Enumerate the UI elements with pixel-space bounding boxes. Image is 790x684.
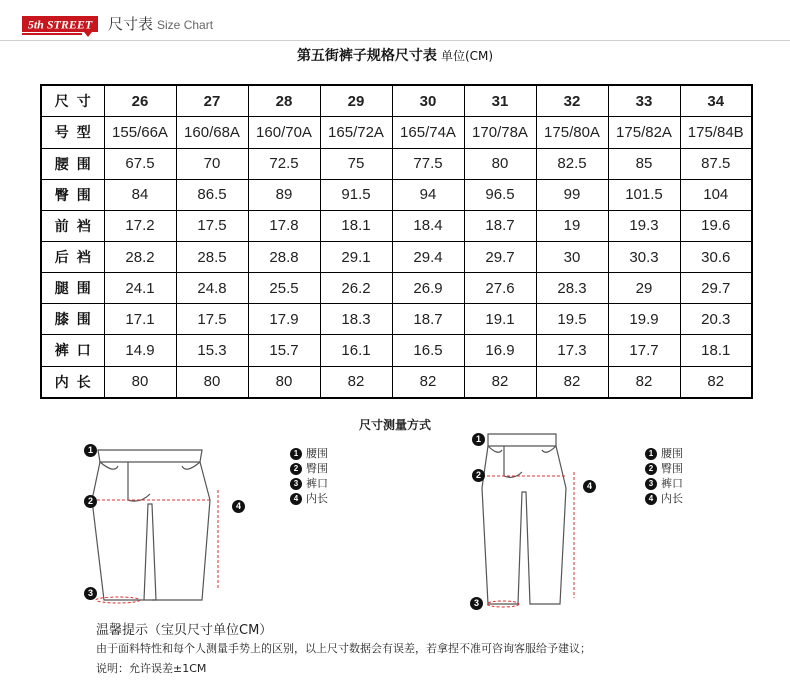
table-cell: 18.4 — [392, 210, 464, 241]
table-cell: 25.5 — [248, 273, 320, 304]
legend-item — [645, 446, 683, 461]
size-header-cell: 27 — [176, 85, 248, 117]
table-cell: 29.7 — [680, 273, 752, 304]
warm-tip: 温馨提示（宝贝尺寸单位CM） — [96, 623, 273, 638]
size-header-cell: 32 — [536, 85, 608, 117]
table-cell: 18.7 — [392, 304, 464, 335]
legend-number: 2 — [290, 463, 302, 475]
table-cell: 96.5 — [464, 179, 536, 210]
table-cell: 16.1 — [320, 335, 392, 366]
table-cell: 82 — [536, 366, 608, 398]
table-cell: 82 — [608, 366, 680, 398]
table-cell: 17.7 — [608, 335, 680, 366]
table-cell: 28.3 — [536, 273, 608, 304]
legend-item — [645, 491, 683, 506]
table-cell: 99 — [536, 179, 608, 210]
table-cell: 19 — [536, 210, 608, 241]
row-label: 尺寸 — [41, 85, 104, 117]
table-cell: 82 — [680, 366, 752, 398]
legend-label: 内长 — [306, 492, 328, 505]
table-cell: 175/84B — [680, 117, 752, 148]
legend-label: 内长 — [661, 492, 683, 505]
marker-4-right: 4 — [583, 480, 596, 493]
table-cell: 26.2 — [320, 273, 392, 304]
table-cell: 15.7 — [248, 335, 320, 366]
table-cell: 20.3 — [680, 304, 752, 335]
legend-label: 臀围 — [306, 462, 328, 475]
legend-label: 裤口 — [306, 477, 328, 490]
legend-item — [645, 461, 683, 476]
legend-number: 3 — [290, 478, 302, 490]
size-table-body — [41, 85, 752, 398]
size-header-cell: 28 — [248, 85, 320, 117]
table-cell: 80 — [176, 366, 248, 398]
table-cell: 16.9 — [464, 335, 536, 366]
size-header-cell: 33 — [608, 85, 680, 117]
legend-number: 4 — [645, 493, 657, 505]
row-label: 腰围 — [41, 148, 104, 179]
marker-2-right: 2 — [472, 469, 485, 482]
legend-label: 腰围 — [661, 447, 683, 460]
table-cell: 160/70A — [248, 117, 320, 148]
legend-item — [290, 491, 328, 506]
table-cell: 28.2 — [104, 241, 176, 272]
table-cell: 17.8 — [248, 210, 320, 241]
table-row — [41, 85, 752, 117]
page-header — [0, 0, 790, 44]
table-cell: 72.5 — [248, 148, 320, 179]
legend-number: 2 — [645, 463, 657, 475]
legend-item — [290, 476, 328, 491]
size-table — [40, 84, 753, 399]
row-label: 号型 — [41, 117, 104, 148]
table-cell: 82.5 — [536, 148, 608, 179]
legend-label: 裤口 — [661, 477, 683, 490]
table-row — [41, 366, 752, 398]
table-cell: 175/80A — [536, 117, 608, 148]
table-cell: 30 — [536, 241, 608, 272]
table-row — [41, 273, 752, 304]
table-cell: 18.1 — [320, 210, 392, 241]
table-cell: 19.5 — [536, 304, 608, 335]
size-table-unit: 单位(CM) — [440, 49, 494, 63]
table-cell: 104 — [680, 179, 752, 210]
legend-number: 1 — [290, 448, 302, 460]
table-cell: 91.5 — [320, 179, 392, 210]
table-cell: 155/66A — [104, 117, 176, 148]
legend-label: 臀围 — [661, 462, 683, 475]
legend-label: 腰围 — [306, 447, 328, 460]
table-cell: 170/78A — [464, 117, 536, 148]
legend-right — [645, 446, 683, 506]
table-cell: 14.9 — [104, 335, 176, 366]
table-cell: 19.9 — [608, 304, 680, 335]
legend-number: 1 — [645, 448, 657, 460]
header-title-cn: 尺寸表 — [108, 15, 154, 33]
size-header-cell: 34 — [680, 85, 752, 117]
table-cell: 89 — [248, 179, 320, 210]
table-cell: 82 — [392, 366, 464, 398]
tip-description: 由于面料特性和每个人测量手势上的区别，以上尺寸数据会有误差，若拿捏不准可咨询客服给予建议； — [96, 642, 591, 655]
table-cell: 18.3 — [320, 304, 392, 335]
table-cell: 19.1 — [464, 304, 536, 335]
table-cell: 29.1 — [320, 241, 392, 272]
table-cell: 85 — [608, 148, 680, 179]
table-cell: 17.1 — [104, 304, 176, 335]
size-table-title — [0, 45, 790, 65]
table-cell: 165/74A — [392, 117, 464, 148]
table-cell: 24.8 — [176, 273, 248, 304]
legend-item — [645, 476, 683, 491]
table-cell: 29 — [608, 273, 680, 304]
brand-logo — [20, 12, 100, 38]
table-cell: 175/82A — [608, 117, 680, 148]
table-row — [41, 148, 752, 179]
table-cell: 24.1 — [104, 273, 176, 304]
legend-left — [290, 446, 328, 506]
table-cell: 28.5 — [176, 241, 248, 272]
row-label: 前裆 — [41, 210, 104, 241]
table-cell: 101.5 — [608, 179, 680, 210]
table-cell: 77.5 — [392, 148, 464, 179]
legend-number: 3 — [645, 478, 657, 490]
table-row — [41, 335, 752, 366]
size-table-title-main: 第五街裤子规格尺寸表 — [296, 48, 437, 64]
table-cell: 86.5 — [176, 179, 248, 210]
table-cell: 75 — [320, 148, 392, 179]
table-cell: 17.5 — [176, 304, 248, 335]
table-cell: 18.7 — [464, 210, 536, 241]
table-cell: 82 — [464, 366, 536, 398]
table-cell: 17.2 — [104, 210, 176, 241]
table-cell: 80 — [464, 148, 536, 179]
logo-text: 5th STREET — [27, 17, 93, 32]
table-cell: 82 — [320, 366, 392, 398]
table-cell: 165/72A — [320, 117, 392, 148]
marker-1-right: 1 — [472, 433, 485, 446]
row-label: 裤口 — [41, 335, 104, 366]
table-cell: 17.5 — [176, 210, 248, 241]
table-row — [41, 241, 752, 272]
header-title-en: Size Chart — [157, 18, 214, 32]
table-cell: 17.3 — [536, 335, 608, 366]
table-cell: 16.5 — [392, 335, 464, 366]
table-cell: 28.8 — [248, 241, 320, 272]
table-cell: 80 — [248, 366, 320, 398]
row-label: 后裆 — [41, 241, 104, 272]
row-label: 臀围 — [41, 179, 104, 210]
table-cell: 29.4 — [392, 241, 464, 272]
table-cell: 27.6 — [464, 273, 536, 304]
row-label: 腿围 — [41, 273, 104, 304]
table-cell: 80 — [104, 366, 176, 398]
table-cell: 19.3 — [608, 210, 680, 241]
table-cell: 70 — [176, 148, 248, 179]
table-cell: 30.6 — [680, 241, 752, 272]
row-label: 内长 — [41, 366, 104, 398]
row-label: 膝围 — [41, 304, 104, 335]
table-row — [41, 304, 752, 335]
table-cell: 18.1 — [680, 335, 752, 366]
table-cell: 29.7 — [464, 241, 536, 272]
table-cell: 30.3 — [608, 241, 680, 272]
marker-3-left: 3 — [84, 587, 97, 600]
header-divider — [0, 40, 790, 41]
table-cell: 160/68A — [176, 117, 248, 148]
marker-2-left: 2 — [84, 495, 97, 508]
size-header-cell: 30 — [392, 85, 464, 117]
table-row — [41, 179, 752, 210]
header-title — [108, 13, 213, 34]
legend-item — [290, 461, 328, 476]
measurement-title: 尺寸测量方式 — [358, 418, 431, 432]
table-cell: 19.6 — [680, 210, 752, 241]
legend-item — [290, 446, 328, 461]
size-header-cell: 31 — [464, 85, 536, 117]
table-row — [41, 117, 752, 148]
size-header-cell: 26 — [104, 85, 176, 117]
pants-diagram-right — [470, 428, 600, 613]
table-cell: 26.9 — [392, 273, 464, 304]
size-header-cell: 29 — [320, 85, 392, 117]
table-cell: 87.5 — [680, 148, 752, 179]
table-cell: 17.9 — [248, 304, 320, 335]
legend-number: 4 — [290, 493, 302, 505]
table-cell: 67.5 — [104, 148, 176, 179]
table-cell: 94 — [392, 179, 464, 210]
table-cell: 15.3 — [176, 335, 248, 366]
marker-4-left: 4 — [232, 500, 245, 513]
table-row — [41, 210, 752, 241]
tolerance-note: 说明：允许误差±1CM — [96, 662, 207, 675]
marker-3-right: 3 — [470, 597, 483, 610]
table-cell: 84 — [104, 179, 176, 210]
pants-diagram-left — [70, 430, 260, 610]
marker-1-left: 1 — [84, 444, 97, 457]
